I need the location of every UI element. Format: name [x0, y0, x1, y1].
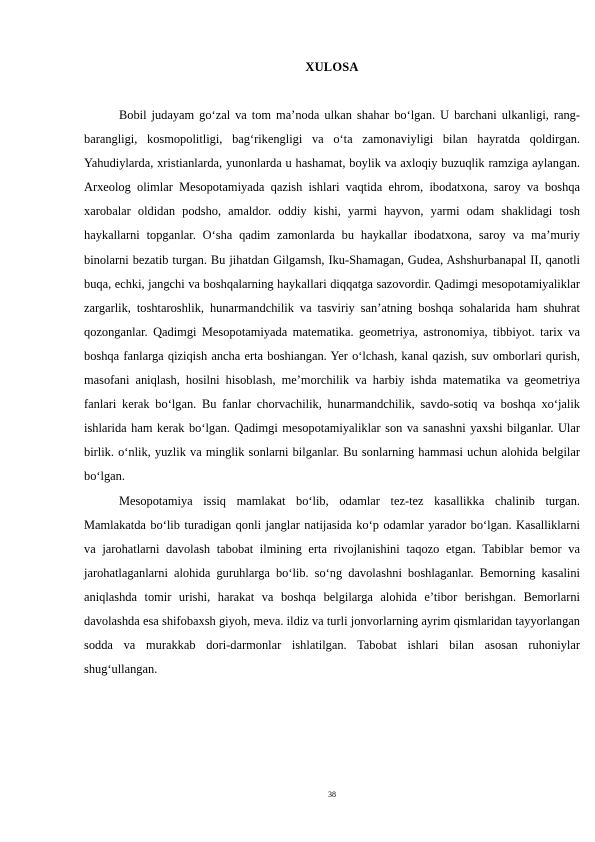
body-text — [84, 103, 580, 681]
page-number: 38 — [328, 790, 336, 799]
paragraph-1: Bobil judayam go‘zal va tom ma’noda ulkan shahar bo‘lgan. U barchani ulkanligi, rang-barangligi, kosmopolitligi, bag‘rikengligi va o‘ta zamonaviyligi bilan hayratda qoldirgan. Yahudiylarda, xristianlarda, yunonlarda u hashamat, boylik va axloqiy buzuqlik ramziga aylangan. Arxeolog olimlar Mesopotamiyada qazish ishlari vaqtida ehrom, ibodatxona, saroy va boshqa xarobalar oldidan podsho, amaldor. oddiy kishi, yarmi hayvon, yarmi odam shaklidagi tosh haykallarni topganlar. O‘sha qadim zamonlarda bu haykallar ibodatxona, saroy va ma’muriy binolarni bezatib turgan. Bu jihatdan Gilgamsh, Iku-Shamagan, Gudea, Ashshurbanapal II, qanotli buqa, echki, jangchi va boshqalarning haykallari diqqatga sazovordir. Qadimgi mesopotamiyaliklar zargarlik, toshtaroshlik, hunarmandchilik va tasviriy san’atning boshqa sohalarida ham shuhrat qozonganlar. Qadimgi Mesopotamiyada matematika. geometriya, astronomiya, tibbiyot. tarix va boshqa fanlarga qiziqish ancha erta boshiangan. Yer o‘lchash, kanal qazish, suv omborlari qurish, masofani aniqlash, hosilni hisoblash, me’morchilik va harbiy ishda matematika va geometriya fanlari kerak bo‘lgan. Bu fanlar chorvachilik, hunarmandchilik, savdo-sotiq va boshqa xo‘jalik ishlarida ham kerak bo‘lgan. Qadimgi mesopotamiyaliklar son va sanashni yaxshi bilganlar. Ular birlik. o‘nlik, yuzlik va minglik sonlarni bilganlar. Bu sonlarning hammasi uchun alohida belgilar bo‘lgan. — [84, 108, 580, 484]
paragraph-2: Mesopotamiya issiq mamlakat bo‘lib, odamlar tez-tez kasallikka chalinib turgan. Mamlakatda bo‘lib turadigan qonli janglar natijasida ko‘p odamlar yarador bo‘lgan. Kasalliklarni va jarohatlarni davolash tabobat ilmining erta rivojlanishini taqozo etgan. Tabiblar bemor va jarohatlaganlarni alohida guruhlarga bo‘lib. so‘ng davolashni boshlaganlar. Bemorning kasalini aniqlashda tomir urishi, harakat va boshqa belgilarga alohida e’tibor berishgan. Bemorlarni davolashda esa shifobaxsh giyoh, meva. ildiz va turli jonvorlarning ayrim qismlaridan tayyorlangan sodda va murakkab dori-darmonlar ishlatilgan. Tabobat ishlari bilan asosan ruhoniylar shug‘ullangan. — [84, 493, 580, 677]
page-title: XULOSA — [305, 60, 359, 74]
